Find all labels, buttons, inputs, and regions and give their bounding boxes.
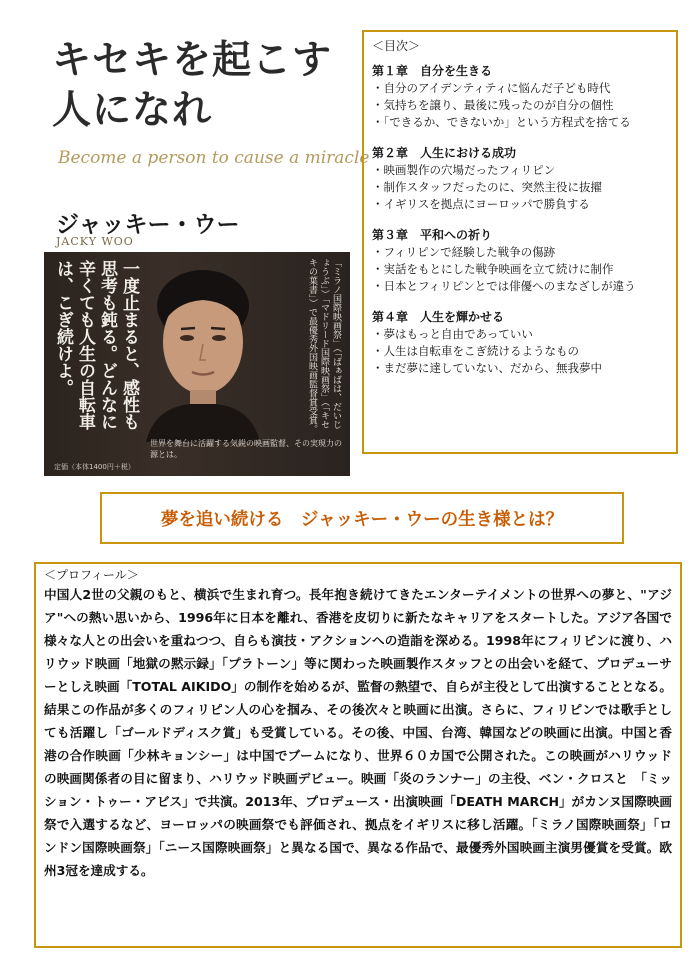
chapter-4 bbox=[372, 309, 668, 377]
book-title bbox=[52, 36, 332, 136]
author-photo bbox=[44, 252, 350, 476]
chapter-item: ・フィリピンで経験した戦争の傷跡 bbox=[372, 245, 556, 259]
headline-banner bbox=[100, 492, 624, 544]
book-title-line1: キセキを起こす bbox=[52, 38, 333, 83]
chapter-title: 第１章 自分を生きる bbox=[372, 64, 493, 78]
chapter-item: ・まだ夢に達していない、だから、無我夢中 bbox=[372, 361, 602, 375]
author-portrait-icon bbox=[140, 266, 266, 442]
cover-price: 定価（本体1400円＋税） bbox=[54, 463, 135, 471]
book-subtitle: Become a person to cause a miracle bbox=[58, 148, 370, 168]
book-author-en: JACKY WOO bbox=[56, 235, 134, 248]
chapter-item: ・イギリスを拠点にヨーロッパで勝負する bbox=[372, 197, 590, 211]
chapter-item: ・人生は自転車をこぎ続けるようなもの bbox=[372, 344, 579, 358]
book-title-line2: 人になれ bbox=[52, 88, 213, 133]
book-cover bbox=[44, 30, 370, 476]
chapter-2 bbox=[372, 145, 668, 213]
headline-text: 夢を追い続ける ジャッキー・ウーの生き様とは？ bbox=[160, 509, 564, 530]
chapter-item: ・日本とフィリピンとでは俳優へのまなざしが違う bbox=[372, 279, 636, 293]
table-of-contents bbox=[362, 30, 678, 454]
chapter-1 bbox=[372, 63, 668, 131]
chapter-title: 第２章 人生における成功 bbox=[372, 146, 517, 160]
cover-award-text: 「ミラノ国際映画祭」（「ばぁばは、だいじょうぶ」）「マドリード国際映画祭」（「キセキの葉書」）で最優秀外国映画監督賞受賞。 bbox=[307, 258, 341, 434]
chapter-item: ・自分のアイデンティティに悩んだ子ども時代 bbox=[372, 81, 611, 95]
profile-body: 中国人2世の父親のもと、横浜で生まれ育つ。長年抱き続けてきたエンターテイメントの世界への夢と、"アジア"への熱い思いから、1996年に日本を離れ、香港を皮切りに新たなキャリアをスタートした。アジア各国で様々な人との出会いを重ねつつ、自らも演技・アクションへの造詣を深める。1998年にフィリピンに渡り、ハリウッド映画「地獄の黙示録」「プラトーン」等に関わった映画製作スタッフとの出会いを経て、プロデューサーとしえ映画「TOTAL AIKIDO」の制作を始めるが、監督の熱望で、自らが主役として出演することとなる。結果この作品が多くのフィリピン人の心を掴み、その後次々と映画に出演。さらに、フィリピンでは歌手としても活躍し「ゴールドディスク賞」も受賞している。その後、中国、台湾、韓国などの映画に出演。中国と香港の合作映画「少林キョンシー」は中国でブームになり、世界６０カ国で公開された。この映画がハリウッドの映画関係者の目に留まり、ハリウッド映画デビュー。映画「炎のランナー」の主役、ベン・クロスと 「ミッション・トゥー・アビス」で共演。2013年、プロデュース・出演映画「DEATH MARCH」がカンヌ国際映画祭で入選するなど、ヨーロッパの映画祭でも評価され、拠点をイギリスに移し活躍。「ミラノ国際映画祭」「ロンドン国際映画祭」「ニース国際映画祭」と異なる国で、異なる作品で、最優秀外国映画主演男優賞を受賞。欧州3冠を達成する。 bbox=[44, 587, 672, 878]
chapter-item: ・気持ちを譲り、最後に残ったのが自分の個性 bbox=[372, 98, 614, 112]
chapter-item: ・実話をもとにした戦争映画を立て続けに制作 bbox=[372, 262, 614, 276]
chapter-item: ・夢はもっと自由であっていい bbox=[372, 327, 533, 341]
chapter-title: 第４章 人生を輝かせる bbox=[372, 310, 505, 324]
cover-caption: 世界を舞台に活躍する気鋭の映画監督、その実現力の源とは。 bbox=[150, 439, 342, 459]
chapter-item: ・制作スタッフだったのに、突然主役に抜擢 bbox=[372, 180, 602, 194]
cover-tagline: 一度止まると、感性も思考も鈍る。どんなに辛くても人生の自転車は、こぎ続けよ。 bbox=[53, 260, 139, 430]
profile-box bbox=[34, 562, 682, 948]
chapter-title: 第３章 平和への祈り bbox=[372, 228, 493, 242]
toc-heading: ＜目次＞ bbox=[372, 39, 421, 53]
book-author: ジャッキー・ウー bbox=[56, 212, 240, 238]
chapter-3 bbox=[372, 227, 668, 295]
chapter-item: ・「できるか、できないか」という方程式を捨てる bbox=[372, 115, 631, 129]
chapter-item: ・映画製作の穴場だったフィリピン bbox=[372, 163, 556, 177]
profile-heading: ＜プロフィール＞ bbox=[44, 568, 139, 582]
